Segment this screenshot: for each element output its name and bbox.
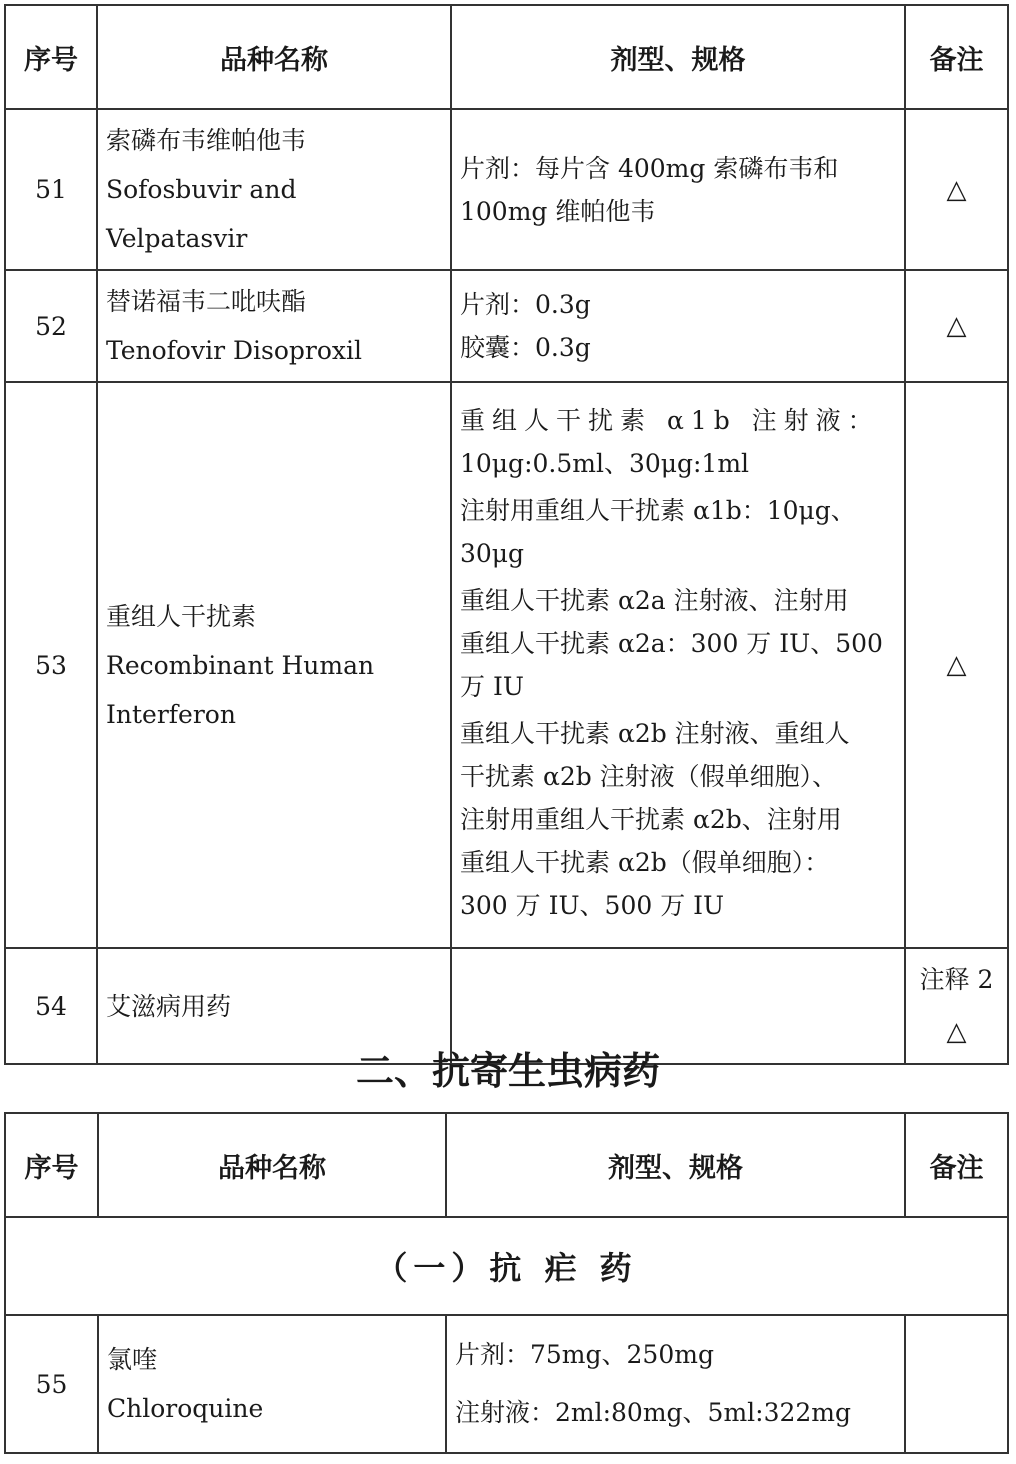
note-triangle-icon: △ <box>905 382 1008 948</box>
spec-group <box>460 579 896 708</box>
spec-group <box>460 712 896 927</box>
drug-name-en: Chloroquine <box>107 1394 264 1423</box>
category-subheading: （一）抗 疟 药 <box>5 1217 1008 1315</box>
drug-name-en: Tenofovir Disoproxil <box>106 336 363 365</box>
drug-name-cn: 重组人干扰素 <box>106 601 257 631</box>
drug-name-cell <box>98 1315 446 1453</box>
header-name: 品种名称 <box>97 5 451 109</box>
spec-line: 100mg 维帕他韦 <box>460 196 656 226</box>
subheading-row <box>5 1217 1008 1315</box>
row-number: 54 <box>5 948 97 1064</box>
drug-name-cell <box>97 109 451 270</box>
table-row <box>5 1315 1008 1453</box>
note-triangle-icon: △ <box>946 1017 967 1047</box>
table-header-row <box>5 5 1008 109</box>
row-number: 52 <box>5 270 97 382</box>
note-text: 注释 2 <box>919 965 994 994</box>
spec-line: 片剂：75mg、250mg <box>455 1340 714 1369</box>
header-note: 备注 <box>905 5 1008 109</box>
header-no: 序号 <box>5 5 97 109</box>
spec-cell <box>451 270 905 382</box>
drug-name-cn: 氯喹 <box>107 1345 158 1374</box>
spec-line: 300 万 IU、500 万 IU <box>460 891 725 920</box>
drug-name-cell <box>97 382 451 948</box>
spec-line: 片剂：0.3g <box>460 290 591 319</box>
spec-cell <box>451 109 905 270</box>
header-note: 备注 <box>905 1113 1008 1217</box>
drug-table-1 <box>4 4 1009 1065</box>
row-number: 55 <box>5 1315 98 1453</box>
drug-name-en: Sofosbuvir and Velpatasvir <box>106 175 297 253</box>
header-spec: 剂型、规格 <box>446 1113 905 1217</box>
spec-line: 重组人干扰素 α2a 注射液、注射用 <box>460 586 849 615</box>
drug-name-cell <box>97 270 451 382</box>
spec-line: 重组人干扰素 α2a：300 万 IU、500 <box>460 629 883 658</box>
spec-cell <box>446 1315 905 1453</box>
spec-line: 干扰素 α2b 注射液（假单细胞）、 <box>460 762 838 791</box>
drug-name-cn: 艾滋病用药 <box>106 991 232 1021</box>
header-no: 序号 <box>5 1113 98 1217</box>
table-row <box>5 270 1008 382</box>
spec-line: 注射液：2ml:80mg、5ml:322mg <box>455 1398 852 1427</box>
drug-name-en: Recombinant Human <box>106 650 375 680</box>
header-spec: 剂型、规格 <box>451 5 905 109</box>
drug-table-2 <box>4 1112 1009 1454</box>
table-row <box>5 109 1008 270</box>
spec-line: 重组人干扰素 α1b 注射液： <box>460 406 880 435</box>
section-title: 二、抗寄生虫病药 <box>355 1049 660 1093</box>
spec-line: 重组人干扰素 α2b（假单细胞）： <box>460 848 830 877</box>
spec-line: 注射用重组人干扰素 α2b、注射用 <box>460 805 842 834</box>
drug-name-en: Interferon <box>106 699 236 729</box>
table-row <box>5 382 1008 948</box>
note-triangle-icon: △ <box>905 270 1008 382</box>
table-header-row <box>5 1113 1008 1217</box>
spec-line: 10μg:0.5ml、30μg:1ml <box>460 449 750 478</box>
note-cell <box>905 1315 1008 1453</box>
header-name: 品种名称 <box>98 1113 446 1217</box>
spec-line: 万 IU <box>460 672 524 701</box>
note-triangle-icon: △ <box>905 109 1008 270</box>
spec-group <box>460 399 896 485</box>
spec-line: 重组人干扰素 α2b 注射液、重组人 <box>460 719 850 748</box>
spec-line: 注射用重组人干扰素 α1b：10μg、 <box>460 496 856 525</box>
spec-group <box>460 489 896 575</box>
spec-line: 片剂：每片含 400mg 索磷布韦和 <box>460 153 839 183</box>
spec-line: 胶囊：0.3g <box>460 333 591 362</box>
drug-name-cn: 索磷布韦维帕他韦 <box>106 126 307 155</box>
spec-cell <box>451 382 905 948</box>
spec-line: 30μg <box>460 539 525 568</box>
row-number: 53 <box>5 382 97 948</box>
drug-name-cn: 替诺福韦二吡呋酯 <box>106 287 307 316</box>
row-number: 51 <box>5 109 97 270</box>
